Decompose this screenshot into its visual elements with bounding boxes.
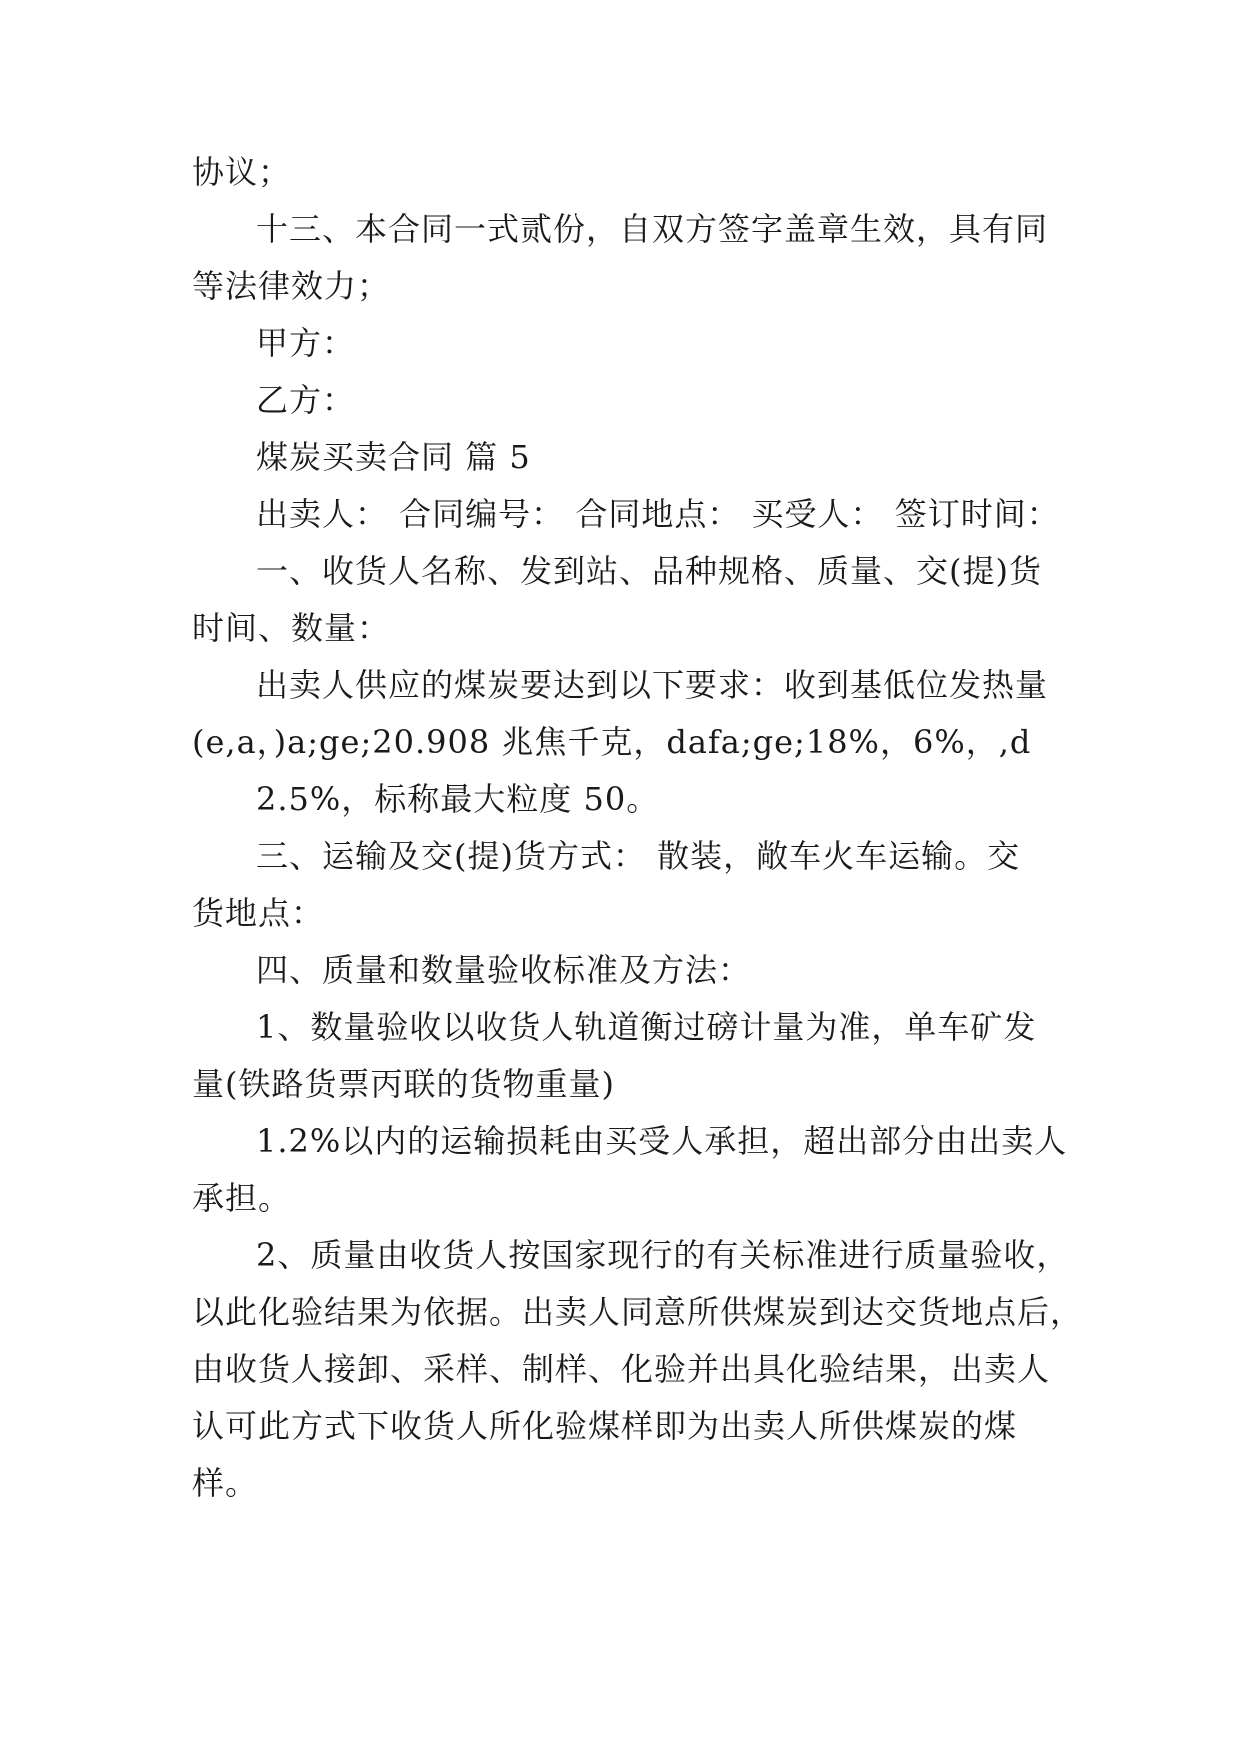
text-line: 样。 <box>192 1464 259 1502</box>
text-line: 时间、数量： <box>192 609 391 647</box>
text-line: 四、质量和数量验收标准及方法： <box>256 951 752 989</box>
text-line: 出卖人： 合同编号： 合同地点： 买受人： 签订时间： <box>256 495 1060 533</box>
text-line: 2、质量由收货人按国家现行的有关标准进行质量验收， <box>256 1236 1070 1274</box>
text-line: 出卖人供应的煤炭要达到以下要求：收到基低位发热量 <box>256 666 1049 704</box>
text-line: 十三、本合同一式贰份，自双方签字盖章生效，具有同 <box>256 210 1049 248</box>
text-line: 甲方： <box>256 324 356 362</box>
text-line: 1.2%以内的运输损耗由买受人承担，超出部分由出卖人 <box>256 1122 1068 1160</box>
text-line: 2.5%，标称最大粒度 50。 <box>256 780 660 818</box>
text-line: 认可此方式下收货人所化验煤样即为出卖人所供煤炭的煤 <box>192 1407 1018 1445</box>
text-line: 以此化验结果为依据。出卖人同意所供煤炭到达交货地点后， <box>192 1293 1084 1331</box>
text-line: 乙方： <box>256 381 356 419</box>
text-line: 1、数量验收以收货人轨道衡过磅计量为准，单车矿发 <box>256 1008 1037 1046</box>
text-line: (e,a，)a;ge;20.908 兆焦千克，dafa;ge;18%，6%，,d <box>192 723 1032 761</box>
text-line: 协议； <box>192 153 292 191</box>
section-heading: 煤炭买卖合同 篇 5 <box>256 438 531 476</box>
text-line: 承担。 <box>192 1179 292 1217</box>
text-line: 等法律效力； <box>192 267 391 305</box>
text-line: 量(铁路货票丙联的货物重量) <box>192 1065 615 1103</box>
text-line: 一、收货人名称、发到站、品种规格、质量、交(提)货 <box>256 552 1042 590</box>
text-line: 三、运输及交(提)货方式： 散装，敞车火车运输。交 <box>256 837 1021 875</box>
text-line: 货地点： <box>192 894 325 932</box>
text-line: 由收货人接卸、采样、制样、化验并出具化验结果，出卖人 <box>192 1350 1051 1388</box>
